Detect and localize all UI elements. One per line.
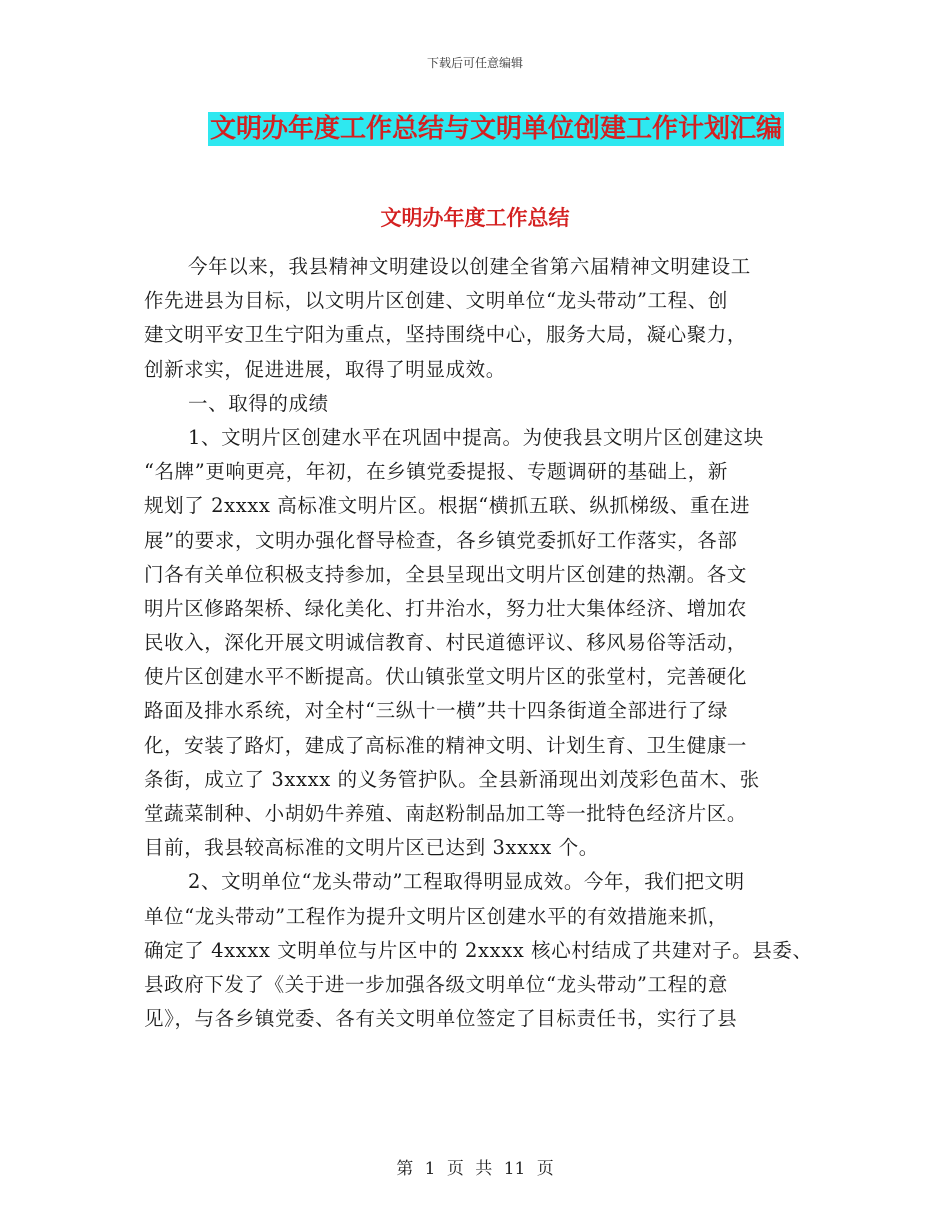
body-line: 今年以来，我县精神文明建设以创建全省第六届精神文明建设工 — [188, 255, 751, 278]
body-line: 1、文明片区创建水平在巩固中提高。为使我县文明片区创建这块 — [188, 425, 764, 449]
body-line: 见》，与各乡镇党委、各有关文明单位签定了目标责任书，实行了县 — [144, 1007, 738, 1031]
body-line: 目前，我县较高标准的文明片区已达到 3xxxx 个。 — [144, 836, 599, 860]
body-line: 门各有关单位积极支持参加，全县呈现出文明片区创建的热潮。各文 — [144, 562, 748, 586]
body-line: 一、取得的成绩 — [188, 391, 329, 415]
body-line: 展”的要求，文明办强化督导检查，各乡镇党委抓好工作落实，各部 — [144, 528, 738, 552]
body-text — [144, 250, 824, 1036]
body-line: 民收入，深化开展文明诚信教育、村民道德评议、移风易俗等活动， — [144, 631, 748, 655]
body-line: 堂蔬菜制种、小胡奶牛养殖、南赵粉制品加工等一批特色经济片区。 — [144, 802, 748, 825]
body-line: 作先进县为目标，以文明片区创建、文明单位“龙头带动”工程、创 — [144, 289, 728, 313]
body-line: 路面及排水系统，对全村“三纵十一横”共十四条街道全部进行了绿 — [144, 699, 728, 723]
document-title: 文明办年度工作总结与文明单位创建工作计划汇编 — [210, 114, 783, 144]
body-line: 2、文明单位“龙头带动”工程取得明显成效。今年，我们把文明 — [188, 870, 745, 894]
body-line: 化，安装了路灯，建成了高标准的精神文明、计划生育、卫生健康一 — [144, 733, 748, 757]
section-title: 文明办年度工作总结 — [380, 205, 570, 230]
page-footer: 第 1 页 共 11 页 — [396, 1159, 554, 1179]
body-line: 创新求实，促进进展，取得了明显成效。 — [144, 357, 506, 381]
body-line: 使片区创建水平不断提高。伏山镇张堂文明片区的张堂村，完善硬化 — [144, 665, 748, 689]
body-line: 明片区修路架桥、绿化美化、打井治水，努力壮大集体经济、增加农 — [144, 596, 748, 620]
body-line: 确定了 4xxxx 文明单位与片区中的 2xxxx 核心村结成了共建对子。县委、 — [144, 938, 813, 962]
body-line: 规划了 2xxxx 高标准文明片区。根据“横抓五联、纵抓梯级、重在进 — [144, 494, 751, 518]
header-note: 下载后可任意编辑 — [426, 56, 523, 70]
body-line: 建文明平安卫生宁阳为重点，坚持围绕中心，服务大局，凝心聚力， — [144, 323, 748, 347]
body-line: 单位“龙头带动”工程作为提升文明片区创建水平的有效措施来抓， — [144, 904, 728, 928]
body-line: 条街，成立了 3xxxx 的义务管护队。全县新涌现出刘茂彩色苗木、张 — [144, 767, 760, 791]
body-line: 县政府下发了《关于进一步加强各级文明单位“龙头带动”工程的意 — [144, 972, 728, 996]
body-line: “名牌”更响更亮，年初，在乡镇党委提报、专题调研的基础上，新 — [144, 460, 728, 484]
